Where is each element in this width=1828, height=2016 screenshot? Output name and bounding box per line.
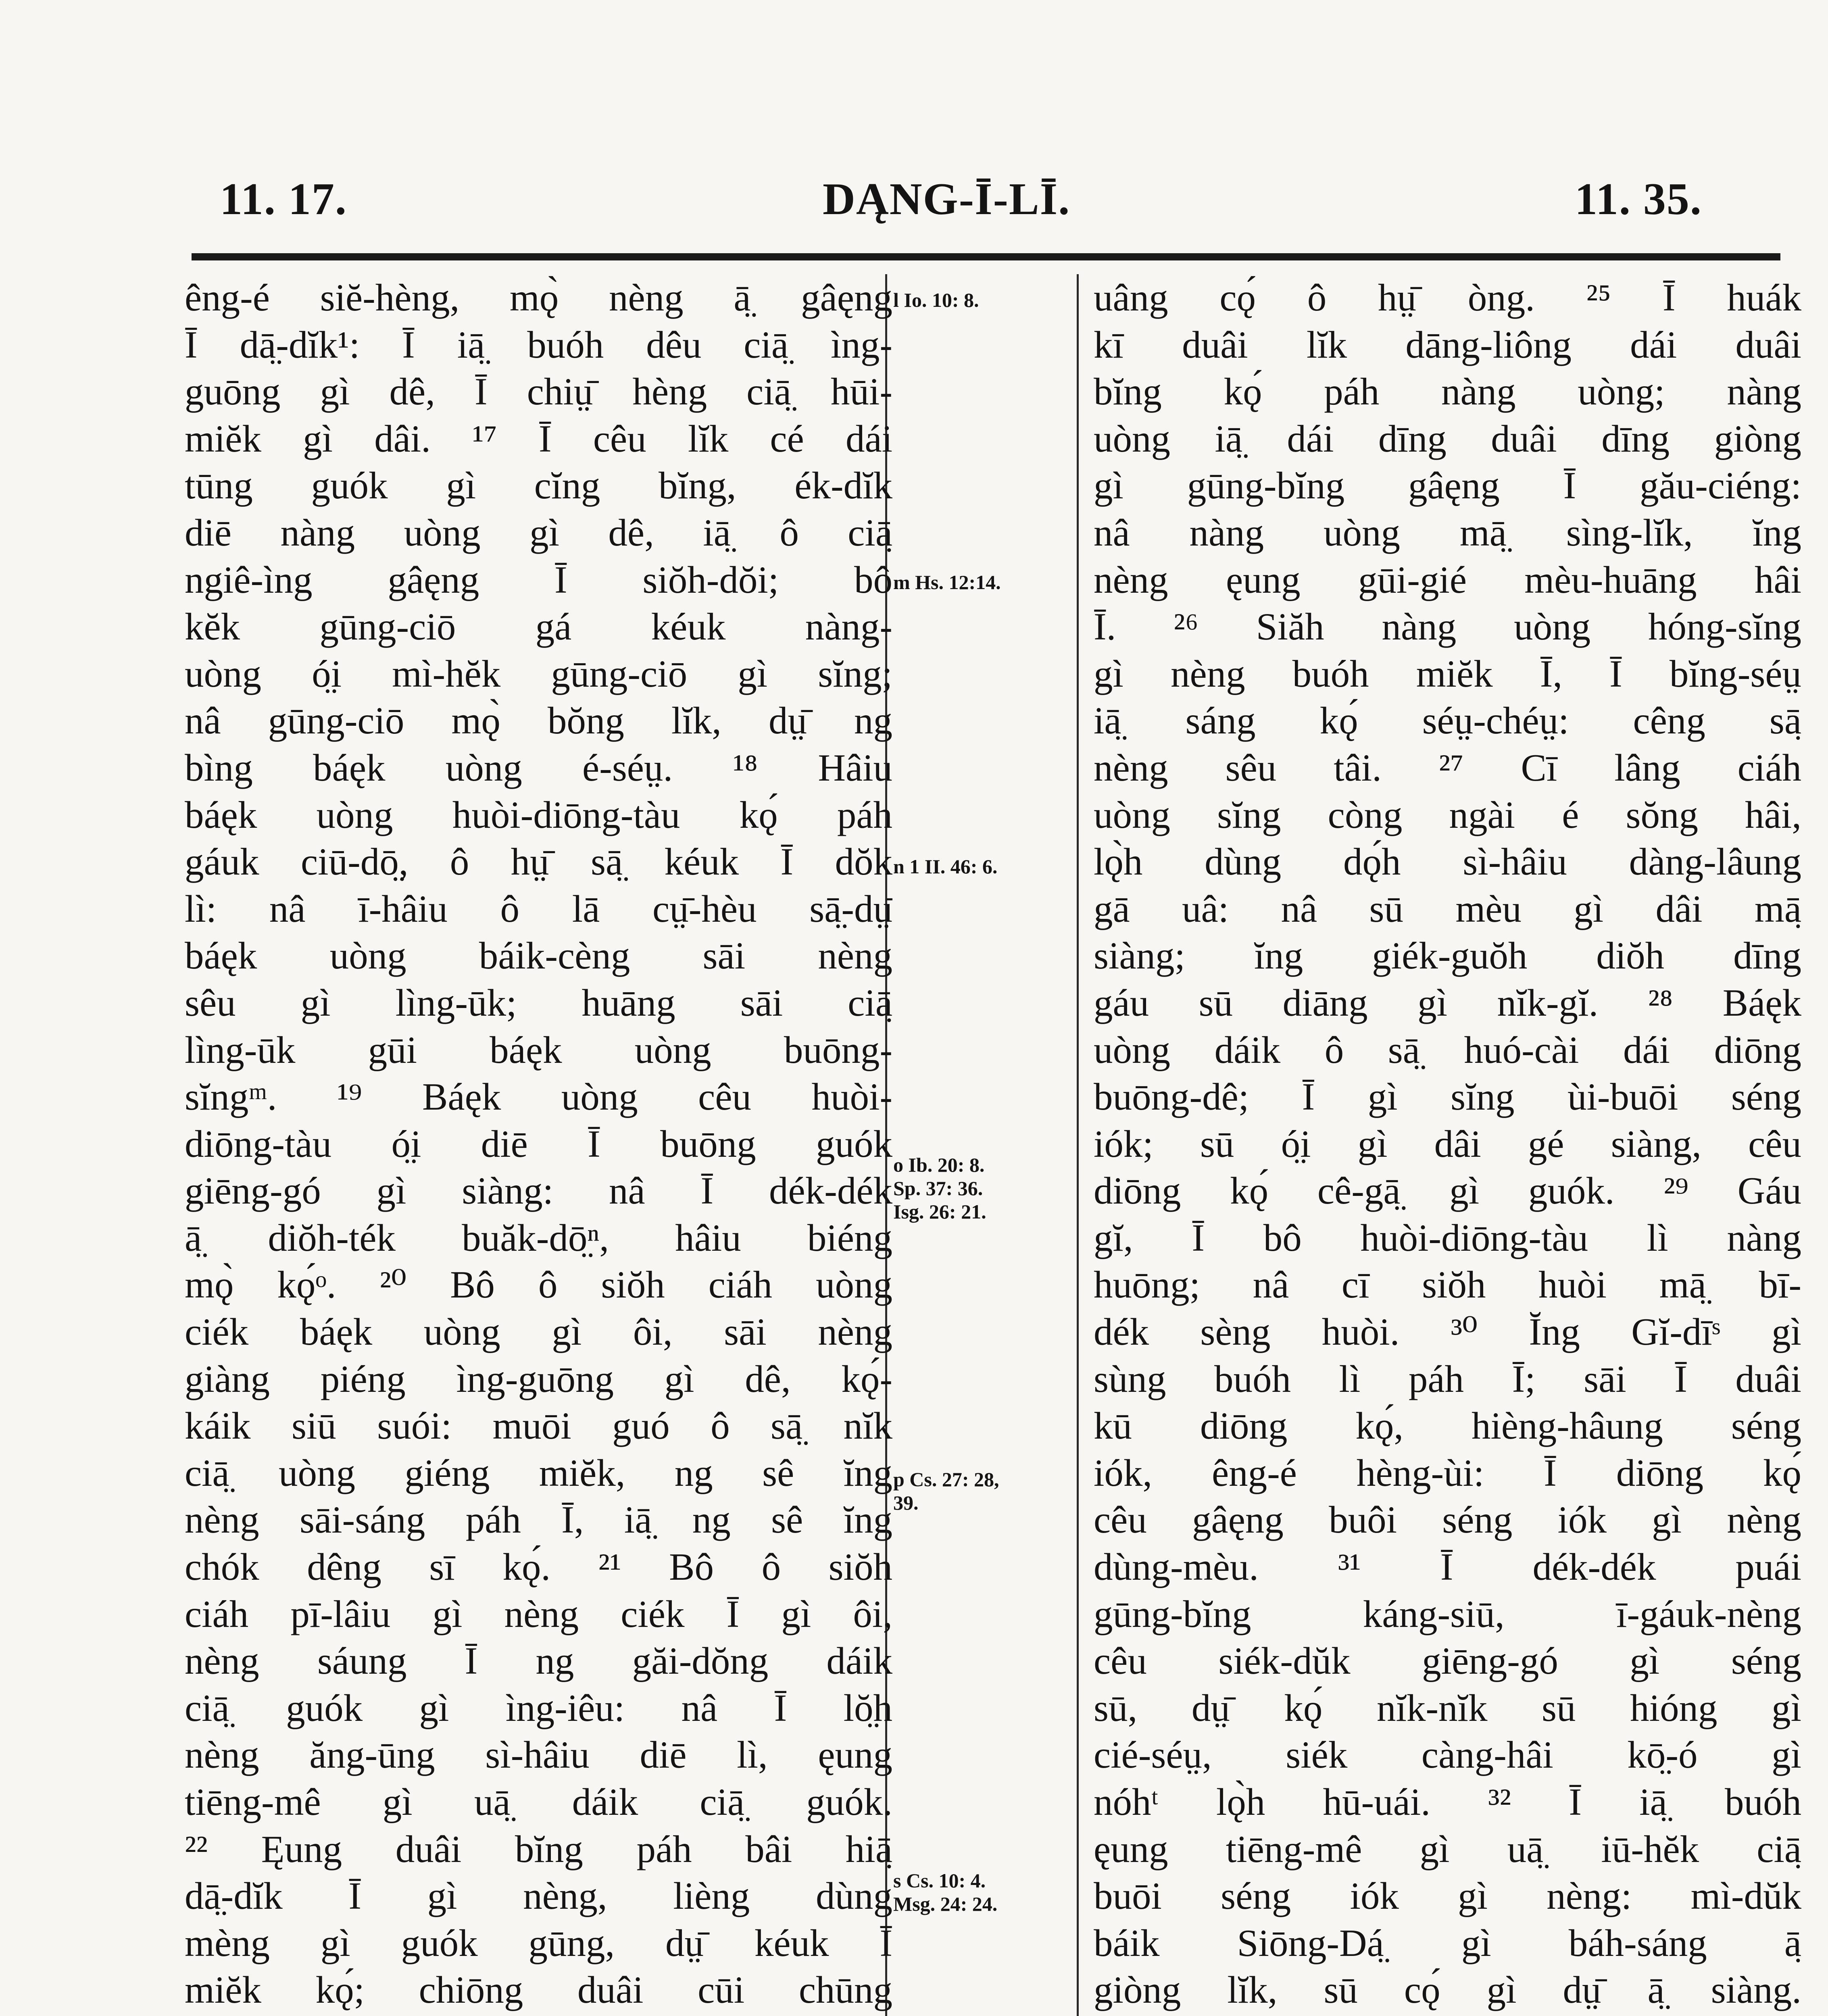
- running-head-title: DĄNG-Ī-LĪ.: [823, 174, 1071, 224]
- text-line: [1094, 2014, 1801, 2016]
- text-line: dùng-mèu. ³¹ Ī dék-dék puái: [1094, 1545, 1801, 1589]
- text-line: kī duâi lĭk dāng-liông dái duâi: [1094, 323, 1801, 366]
- text-line: guōng gì dê, Ī chiṳ̄ hèng ciā̤ hūi-: [185, 370, 892, 413]
- margin-ref: o Ib. 20: 8. Sp. 37: 36. Isg. 26: 21.: [893, 1154, 986, 1223]
- text-line: lǫ̀h dùng dǫ́h sì-hâiu dàng-lâung: [1094, 840, 1801, 883]
- header-rule: [192, 253, 1780, 260]
- text-line: uòng ó̤i mì-hĕk gūng-ciō gì sĭng;: [185, 652, 892, 695]
- text-line: nóhᵗ lǫ̀h hū-uái. ³² Ī iā̤ buóh: [1094, 1781, 1801, 1823]
- text-line: sū, dṳ̄ kǫ́ nĭk-nĭk sū hióng gì: [1094, 1686, 1801, 1729]
- text-line: uòng sĭng còng ngài é sŏng hâi,: [1094, 793, 1801, 836]
- text-line: ęung tiēng-mê gì uā̤ iū-hĕk ciā̤: [1094, 1827, 1801, 1870]
- margin-ref: s Cs. 10: 4. Msg. 24: 24.: [893, 1869, 998, 1915]
- text-line: ciáh pī-lâiu gì nèng ciék Ī gì ôi,: [185, 1592, 892, 1635]
- text-line: miĕk kǫ́; chiōng duâi cūi chūng: [185, 1968, 892, 2012]
- text-line: miĕk gì dâi. ¹⁷ Ī cêu lĭk cé dái: [185, 417, 892, 460]
- text-line: iók, êng-é hèng-ùi: Ī diōng kǫ́: [1094, 1451, 1801, 1494]
- text-line: Ī. ²⁶ Siăh nàng uòng hóng-sĭng: [1094, 605, 1801, 648]
- text-line: bĭng kǫ́ páh nàng uòng; nàng: [1094, 370, 1801, 413]
- text-line: ā̤ diŏh-ték buăk-dō̤ⁿ, hâiu biéng: [185, 1216, 892, 1259]
- text-line: ngiê-ìng gâęng Ī siŏh-dŏi; bô: [185, 558, 892, 601]
- text-line: sêu gì lìng-ūk; huāng sāi ciā̤: [185, 981, 892, 1024]
- text-line: siàng; ĭng giék-guŏh diŏh dīng: [1094, 934, 1801, 977]
- text-line: gūng-bĭng káng-siū, ī-gáuk-nèng: [1094, 1592, 1801, 1635]
- text-line: tūng guók gì cĭng bĭng, ék-dĭk: [185, 464, 892, 507]
- left-text-column: [185, 274, 892, 2016]
- running-head-left: 11. 17.: [220, 174, 347, 224]
- text-line: huōng; nâ cī siŏh huòi mā̤ bī-: [1094, 1263, 1801, 1306]
- text-line: nèng sêu tâi. ²⁷ Cī lâng ciáh: [1094, 746, 1801, 789]
- text-line: báik Siōng-Dá̤ gì báh-sáng ā̤: [1094, 1921, 1801, 1964]
- text-line: iā̤ sáng kǫ́ séṳ-chéṳ: cêng sā̤: [1094, 699, 1801, 742]
- text-line: lìng-ūk gūi báęk uòng buōng-: [185, 1028, 892, 1071]
- text-line: giòng lĭk, sū cǫ́ gì dṳ̄ ā̤ siàng.: [1094, 1968, 1801, 2012]
- text-line: nèng sáung Ī ng găi-dŏng dáik: [185, 1639, 892, 1683]
- margin-ref: n 1 II. 46: 6.: [893, 855, 998, 878]
- text-line: ciā̤ guók gì ìng-iêu: nâ Ī lŏ̤h: [185, 1686, 892, 1729]
- text-line: mèng gì guók gūng, dṳ̄ kéuk Ī: [185, 1921, 892, 1964]
- text-line: nâ nàng uòng mā̤ sìng-lĭk, ĭng: [1094, 511, 1801, 554]
- margin-ref: l Io. 10: 8.: [893, 289, 979, 311]
- text-line: cêu siék-dŭk giēng-gó gì séng: [1094, 1639, 1801, 1683]
- text-line: nâ gūng-ciō mǫ̀ bŏng lĭk, dṳ̄ ng: [185, 699, 892, 742]
- text-line: tiēng-mê gì uā̤ dáik ciā̤ guók.: [185, 1781, 892, 1823]
- text-line: ²² Ęung duâi bĭng páh bâi hiā̤: [185, 1827, 892, 1870]
- text-line: bìng báęk uòng é-séṳ. ¹⁸ Hâiu: [185, 746, 892, 789]
- text-line: gáuk ciū-dō̤, ô hṳ̄ sā̤ kéuk Ī dŏk: [185, 840, 892, 883]
- text-line: gì gūng-bĭng gâęng Ī gău-ciéng:: [1094, 464, 1801, 507]
- text-line: sĭngᵐ. ¹⁹ Báęk uòng cêu huòi-: [185, 1075, 892, 1118]
- text-line: sùng buóh lì páh Ī; sāi Ī duâi: [1094, 1357, 1801, 1400]
- text-line: giàng piéng ìng-guōng gì dê, kǫ́-: [185, 1357, 892, 1400]
- text-line: mǫ̀ kǫ́ᵒ. ²⁰ Bô ô siŏh ciáh uòng: [185, 1263, 892, 1306]
- text-line: cié-séṳ, siék càng-hâi kō̤-ó gì: [1094, 1733, 1801, 1776]
- text-line: kĕk gūng-ciō gá kéuk nàng-: [185, 605, 892, 648]
- text-line: gĭ, Ī bô huòi-diōng-tàu lì nàng: [1094, 1216, 1801, 1259]
- text-line: ciā̤ uòng giéng miĕk, ng sê ĭng: [185, 1451, 892, 1494]
- text-line: ciék báęk uòng gì ôi, sāi nèng: [185, 1310, 892, 1354]
- text-line: buōi séng iók gì nèng: mì-dŭk: [1094, 1874, 1801, 1918]
- text-line: giēng-gó gì siàng: nâ Ī dék-dék: [185, 1169, 892, 1212]
- text-line: káik siū suói: muōi guó ô sā̤ nĭk: [185, 1404, 892, 1447]
- text-line: dā̤-dĭk Ī gì nèng, lièng dùng: [185, 1874, 892, 1918]
- running-head-right: 11. 35.: [1575, 174, 1702, 224]
- text-line: cêu gâęng buôi séng iók gì nèng: [1094, 1498, 1801, 1541]
- text-line: diōng-tàu ó̤i diē Ī buōng guók: [185, 1122, 892, 1165]
- column-divider-right: [1077, 274, 1079, 2016]
- text-line: gā uâ: nâ sū mèu gì dâi mā̤: [1094, 887, 1801, 930]
- text-line: diōng kǫ́ cê-gā̤ gì guók. ²⁹ Gáu: [1094, 1169, 1801, 1212]
- margin-ref: m Hs. 12:14.: [893, 571, 1001, 594]
- text-line: gì nèng buóh miĕk Ī, Ī bĭng-séṳ: [1094, 652, 1801, 695]
- text-line: iók; sū ó̤i gì dâi gé siàng, cêu: [1094, 1122, 1801, 1165]
- text-line: uòng iā̤ dái dīng duâi dīng giòng: [1094, 417, 1801, 460]
- text-line: Ī dā̤-dĭk¹: Ī iā̤ buóh dêu ciā̤ ìng-: [185, 323, 892, 366]
- margin-references: [893, 274, 1071, 2016]
- text-line: [185, 2014, 892, 2016]
- text-line: lì: nâ ī-hâiu ô lā cṳ̄-hèu sā̤-dṳ̄: [185, 887, 892, 930]
- right-text-column: [1094, 274, 1801, 2016]
- text-line: chók dêng sī kǫ́. ²¹ Bô ô siŏh: [185, 1545, 892, 1589]
- text-line: kū diōng kǫ́, hièng-hâung séng: [1094, 1404, 1801, 1447]
- text-line: báęk uòng báik-cèng sāi nèng: [185, 934, 892, 977]
- text-line: báęk uòng huòi-diōng-tàu kǫ́ páh: [185, 793, 892, 836]
- text-line: êng-é siĕ-hèng, mǫ̀ nèng ā̤ gâęng: [185, 276, 892, 319]
- text-line: nèng ăng-ūng sì-hâiu diē lì, ęung: [185, 1733, 892, 1776]
- text-line: uòng dáik ô sā̤ huó-cài dái diōng: [1094, 1028, 1801, 1071]
- text-line: uâng cǫ́ ô hṳ̄ òng. ²⁵ Ī huák: [1094, 276, 1801, 319]
- text-line: gáu sū diāng gì nĭk-gĭ. ²⁸ Báęk: [1094, 981, 1801, 1024]
- text-line: nèng ęung gūi-gié mèu-huāng hâi: [1094, 558, 1801, 601]
- margin-ref: p Cs. 27: 28, 39.: [893, 1468, 999, 1514]
- text-line: dék sèng huòi. ³⁰ Ĭng Gĭ-dīˢ gì: [1094, 1310, 1801, 1354]
- text-line: diē nàng uòng gì dê, iā̤ ô ciā̤: [185, 511, 892, 554]
- text-line: buōng-dê; Ī gì sĭng ùi-buōi séng: [1094, 1075, 1801, 1118]
- text-line: nèng sāi-sáng páh Ī, iā̤ ng sê ĭng: [185, 1498, 892, 1541]
